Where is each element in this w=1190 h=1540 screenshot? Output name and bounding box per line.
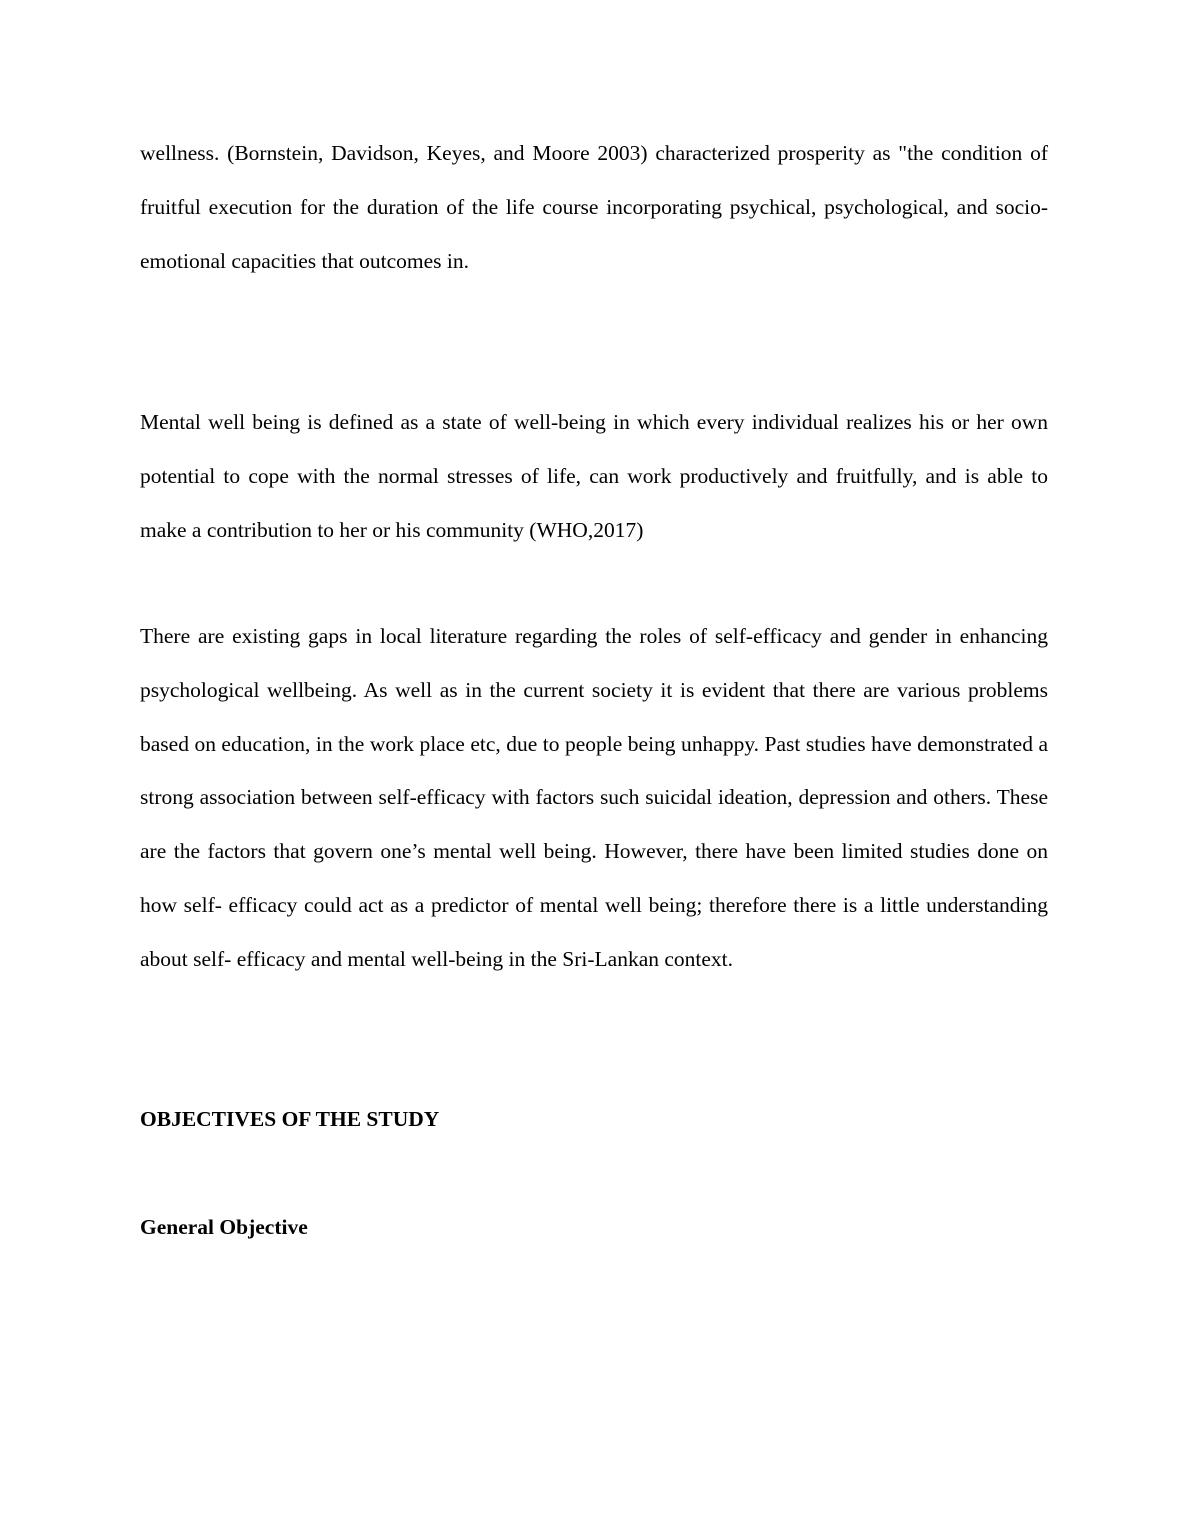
paragraph-literature-gaps: There are existing gaps in local literature regarding the roles of self-efficacy and gender in enhancing psychological wellbeing. As well as in the current society it is evident that there are various problems based on education, in the work place etc, due to people being unhappy. Past studies have demonstrated a strong association between self-efficacy with factors such suicidal ideation, depression and others. These are the factors that govern one’s mental well being. However, there have been limited studies done on how self- efficacy could act as a predictor of mental well being; therefore there is a little understanding about self- efficacy and mental well-being in the Sri-Lankan context. <box>140 624 1048 971</box>
subsection-heading-general-objective: General Objective <box>140 1215 308 1239</box>
paragraph-mental-wellbeing-definition: Mental well being is defined as a state of well-being in which every individual realizes his or her own potential to cope with the normal stresses of life, can work productively and fruitfully, and is able to make a contribution to her or his community (WHO,2017) <box>140 410 1048 542</box>
section-heading-objectives: OBJECTIVES OF THE STUDY <box>140 1107 440 1131</box>
paragraph-wellness-definition: wellness. (Bornstein, Davidson, Keyes, and Moore 2003) characterized prosperity as "the condition of fruitful execution for the duration of the life course incorporating psychical, psychological, and socio-emotional capacities that outcomes in. <box>140 141 1048 273</box>
